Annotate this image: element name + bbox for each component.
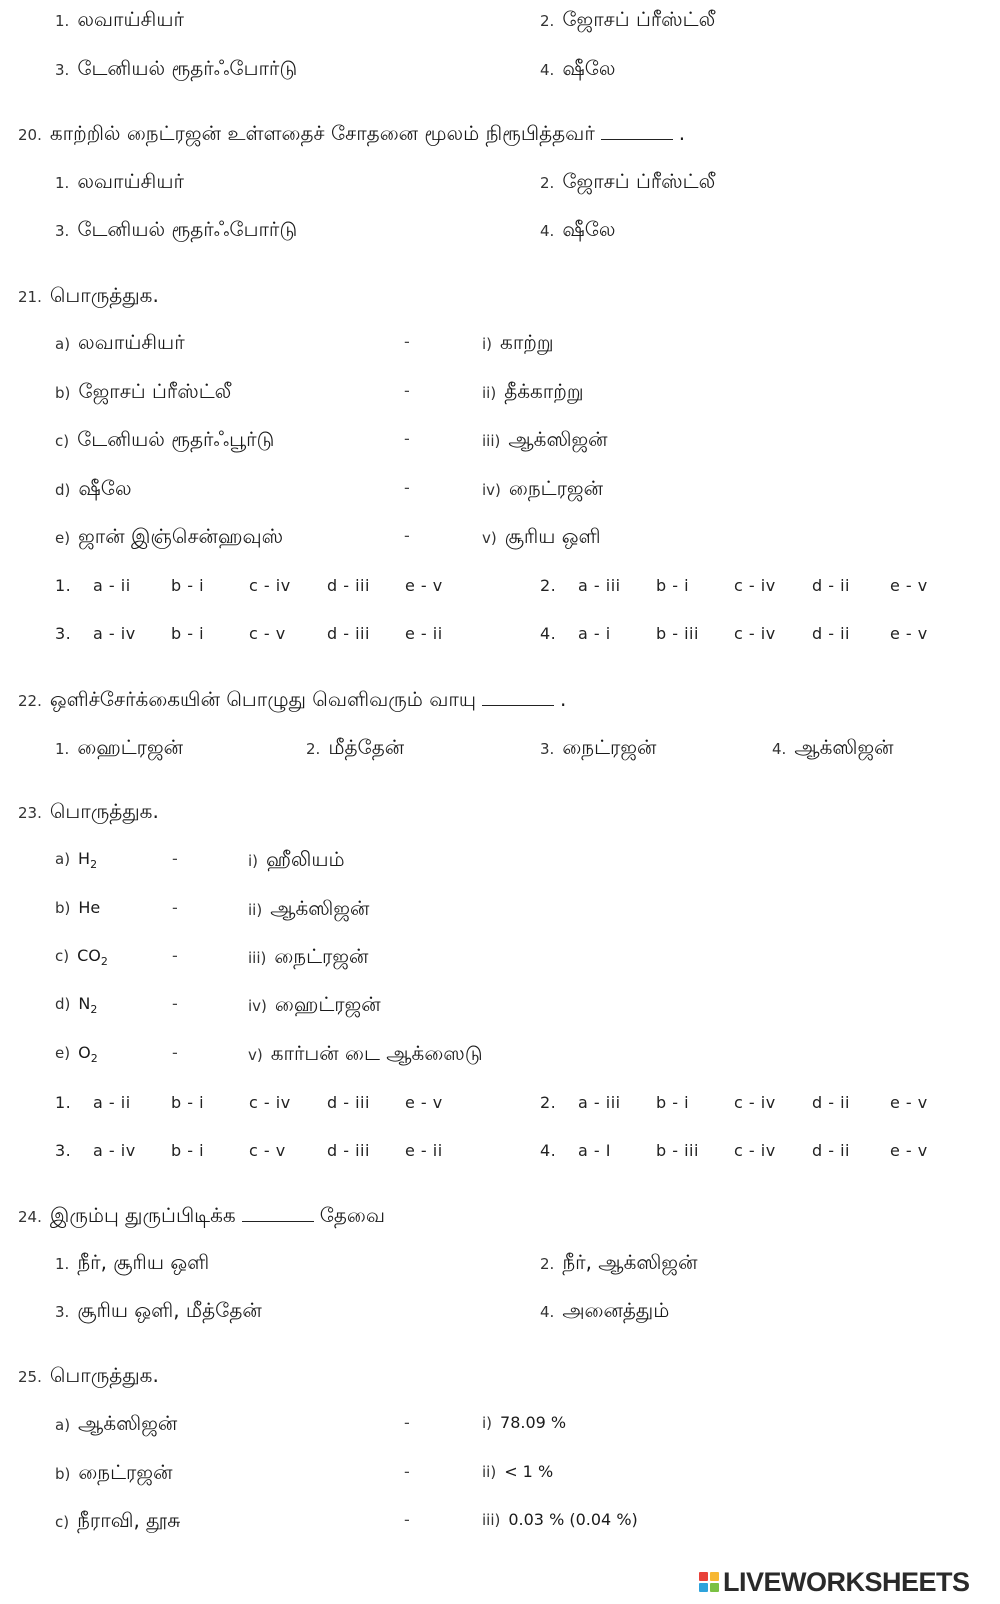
q23-dash-2: - <box>172 898 178 917</box>
q23-answer-2: 2. a - iii b - i c - iv d - ii e - v <box>540 1093 928 1112</box>
q23-left-c: c) $CO_2$ <box>55 946 108 969</box>
q20-blank <box>601 121 673 140</box>
q23-dash-5: - <box>172 1043 178 1062</box>
q23-right-i: i) ஹீலியம் <box>248 847 345 871</box>
q25-dash-1: - <box>404 1413 410 1432</box>
q23-left-d: d) $N_2$ <box>55 994 98 1017</box>
q23-right-ii: ii) ஆக்ஸிஜன் <box>248 896 370 920</box>
q23-left-e: e) $O_2$ <box>55 1043 98 1066</box>
q21-left-d: d) ஷீலே <box>55 476 132 500</box>
q21-dash-1: - <box>404 332 410 351</box>
q21-dash-5: - <box>404 526 410 545</box>
q25-dash-2: - <box>404 1462 410 1481</box>
q21-answer-2: 2. a - iii b - i c - iv d - ii e - v <box>540 576 928 595</box>
q25-right-i: i) 78.09 % <box>482 1413 567 1432</box>
q21-answer-1: 1. a - ii b - i c - iv d - iii e - v <box>55 576 443 595</box>
q22-option-3: 3. நைட்ரஜன் <box>540 735 657 759</box>
q21-left-e: e) ஜான் இஞ்சென்ஹவுஸ் <box>55 524 284 548</box>
q20-option-2: 2. ஜோசப் ப்ரீஸ்ட்லீ <box>540 169 716 193</box>
q19-option-2: 2. ஜோசப் ப்ரீஸ்ட்லீ <box>540 7 716 31</box>
q23-answer-4: 4. a - I b - iii c - iv d - ii e - v <box>540 1141 928 1160</box>
liveworksheets-mark-icon <box>699 1572 719 1592</box>
q21-dash-4: - <box>404 478 410 497</box>
q25-left-b: b) நைட்ரஜன் <box>55 1460 173 1484</box>
q23-dash-4: - <box>172 994 178 1013</box>
q20-option-1: 1. லவாய்சியர் <box>55 169 184 193</box>
q21-right-iii: iii) ஆக்ஸிஜன் <box>482 427 608 451</box>
q24-question: 24. இரும்பு துருப்பிடிக்க தேவை <box>18 1203 385 1227</box>
q23-left-a: a) $H_2$ <box>55 849 98 872</box>
liveworksheets-wordmark: LIVEWORKSHEETS <box>723 1566 970 1597</box>
q21-answer-4: 4. a - i b - iii c - iv d - ii e - v <box>540 624 928 643</box>
q21-right-i: i) காற்று <box>482 330 554 354</box>
q23-left-b: b) He <box>55 898 101 917</box>
q21-right-ii: ii) தீக்காற்று <box>482 379 584 403</box>
q25-question: 25. பொருத்துக. <box>18 1363 159 1387</box>
q24-blank <box>242 1203 314 1222</box>
q21-left-a: a) லவாய்சியர் <box>55 330 185 354</box>
q25-left-c: c) நீராவி, தூசு <box>55 1508 181 1532</box>
q19-option-4: 4. ஷீலே <box>540 56 616 80</box>
q21-left-b: b) ஜோசப் ப்ரீஸ்ட்லீ <box>55 379 232 403</box>
liveworksheets-logo <box>699 1566 970 1598</box>
q25-dash-3: - <box>404 1510 410 1529</box>
q21-left-c: c) டேனியல் ரூதர்ஃபூர்டு <box>55 427 275 451</box>
q25-right-iii: iii) 0.03 % (0.04 %) <box>482 1510 638 1529</box>
q24-option-1: 1. நீர், சூரிய ஒளி <box>55 1250 210 1274</box>
q21-question: 21. பொருத்துக. <box>18 283 159 307</box>
q25-left-a: a) ஆக்ஸிஜன் <box>55 1411 178 1435</box>
q19-option-3: 3. டேனியல் ரூதர்ஃபோர்டு <box>55 56 298 80</box>
q23-question: 23. பொருத்துக. <box>18 799 159 823</box>
q20-question: 20. காற்றில் நைட்ரஜன் உள்ளதைச் சோதனை மூலம் நிரூபித்தவர் . <box>18 121 686 145</box>
q21-right-v: v) சூரிய ஒளி <box>482 524 601 548</box>
q22-blank <box>482 687 554 706</box>
q25-right-ii: ii) < 1 % <box>482 1462 554 1481</box>
q23-right-iii: iii) நைட்ரஜன் <box>248 944 369 968</box>
q19-option-1: 1. லவாய்சியர் <box>55 7 184 31</box>
q20-option-4: 4. ஷீலே <box>540 217 616 241</box>
q21-answer-3: 3. a - iv b - i c - v d - iii e - ii <box>55 624 443 643</box>
q21-dash-3: - <box>404 429 410 448</box>
q21-dash-2: - <box>404 381 410 400</box>
q22-question: 22. ஒளிச்சேர்க்கையின் பொழுது வெளிவரும் வாயு . <box>18 687 567 711</box>
q23-answer-3: 3. a - iv b - i c - v d - iii e - ii <box>55 1141 443 1160</box>
q24-option-3: 3. சூரிய ஒளி, மீத்தேன் <box>55 1298 262 1322</box>
q23-right-iv: iv) ஹைட்ரஜன் <box>248 992 381 1016</box>
q21-right-iv: iv) நைட்ரஜன் <box>482 476 603 500</box>
q23-right-v: v) கார்பன் டை ஆக்ஸைடு <box>248 1041 483 1065</box>
q22-option-4: 4. ஆக்ஸிஜன் <box>772 735 894 759</box>
q23-answer-1: 1. a - ii b - i c - iv d - iii e - v <box>55 1093 443 1112</box>
q23-dash-1: - <box>172 849 178 868</box>
q24-option-4: 4. அனைத்தும் <box>540 1298 670 1322</box>
q22-option-2: 2. மீத்தேன் <box>306 735 405 759</box>
q22-option-1: 1. ஹைட்ரஜன் <box>55 735 184 759</box>
q23-dash-3: - <box>172 946 178 965</box>
q20-option-3: 3. டேனியல் ரூதர்ஃபோர்டு <box>55 217 298 241</box>
q24-option-2: 2. நீர், ஆக்ஸிஜன் <box>540 1250 698 1274</box>
